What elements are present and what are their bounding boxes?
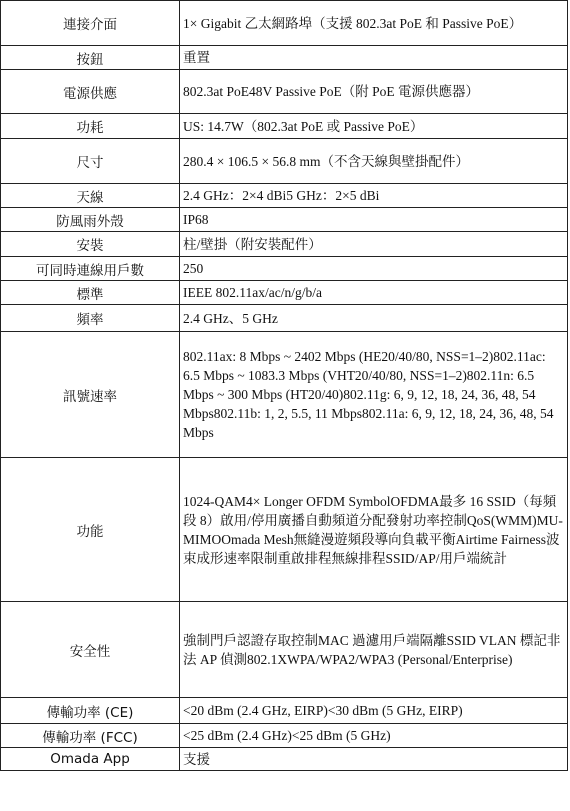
row-value: 柱/壁掛（附安裝配件） bbox=[180, 232, 568, 257]
row-value: 802.3at PoE48V Passive PoE（附 PoE 電源供應器） bbox=[180, 70, 568, 114]
row-label: 按鈕 bbox=[1, 46, 180, 70]
table-row bbox=[1, 602, 568, 698]
row-label: 訊號速率 bbox=[1, 332, 180, 458]
table-row bbox=[1, 698, 568, 724]
row-value: 802.11ax: 8 Mbps ~ 2402 Mbps (HE20/40/80, NSS=1–2)802.11ac: 6.5 Mbps ~ 1083.3 Mbps (VHT20/40/80, NSS=1–2)802.11n: 6.5 Mbps ~ 300 Mbps (HT20/40)802.11g: 6, 9, 12, 18, 24, 36, 48, 54 Mbps802.11b: 1, 2, 5.5, 11 Mbps802.11a: 6, 9, 12, 18, 24, 36, 48, 54 Mbps bbox=[180, 332, 568, 458]
row-value: IP68 bbox=[180, 208, 568, 232]
row-label: 安全性 bbox=[1, 602, 180, 698]
row-label: 傳輸功率 (CE) bbox=[1, 698, 180, 724]
table-row bbox=[1, 257, 568, 281]
table-row bbox=[1, 281, 568, 305]
row-value: 重置 bbox=[180, 46, 568, 70]
table-row bbox=[1, 208, 568, 232]
table-row bbox=[1, 70, 568, 114]
table-row bbox=[1, 46, 568, 70]
row-label: 頻率 bbox=[1, 305, 180, 332]
row-value: 2.4 GHz、5 GHz bbox=[180, 305, 568, 332]
row-label: Omada App bbox=[1, 748, 180, 771]
row-label: 防風雨外殼 bbox=[1, 208, 180, 232]
row-value: US: 14.7W（802.3at PoE 或 Passive PoE） bbox=[180, 114, 568, 139]
row-value: IEEE 802.11ax/ac/n/g/b/a bbox=[180, 281, 568, 305]
row-label: 連接介面 bbox=[1, 1, 180, 46]
row-label: 標準 bbox=[1, 281, 180, 305]
row-label: 功耗 bbox=[1, 114, 180, 139]
table-row bbox=[1, 724, 568, 748]
row-label: 傳輸功率 (FCC) bbox=[1, 724, 180, 748]
row-value: 280.4 × 106.5 × 56.8 mm（不含天線與壁掛配件） bbox=[180, 139, 568, 184]
row-label: 天線 bbox=[1, 184, 180, 208]
table-row bbox=[1, 114, 568, 139]
table-row bbox=[1, 1, 568, 46]
row-value: 250 bbox=[180, 257, 568, 281]
row-label: 可同時連線用戶數 bbox=[1, 257, 180, 281]
table-row bbox=[1, 748, 568, 771]
row-label: 安裝 bbox=[1, 232, 180, 257]
row-value: 支援 bbox=[180, 748, 568, 771]
table-row bbox=[1, 184, 568, 208]
row-label: 尺寸 bbox=[1, 139, 180, 184]
table-row bbox=[1, 332, 568, 458]
row-value: 1024-QAM4× Longer OFDM SymbolOFDMA最多 16 SSID（每頻段 8）啟用/停用廣播自動頻道分配發射功率控制QoS(WMM)MU-MIMOOmada Mesh無縫漫遊頻段導向負載平衡Airtime Fairness波束成形速率限制重啟排程無線排程SSID/AP/用戶端統計 bbox=[180, 458, 568, 602]
table-row bbox=[1, 232, 568, 257]
row-value: 2.4 GHz：2×4 dBi5 GHz：2×5 dBi bbox=[180, 184, 568, 208]
row-label: 電源供應 bbox=[1, 70, 180, 114]
row-value: 強制門戶認證存取控制MAC 過濾用戶端隔離SSID VLAN 標記非法 AP 偵測802.1XWPA/WPA2/WPA3 (Personal/Enterprise) bbox=[180, 602, 568, 698]
table-row bbox=[1, 458, 568, 602]
row-value: 1× Gigabit 乙太網路埠（支援 802.3at PoE 和 Passive PoE） bbox=[180, 1, 568, 46]
row-value: <25 dBm (2.4 GHz)<25 dBm (5 GHz) bbox=[180, 724, 568, 748]
row-value: <20 dBm (2.4 GHz, EIRP)<30 dBm (5 GHz, EIRP) bbox=[180, 698, 568, 724]
table-row bbox=[1, 305, 568, 332]
row-label: 功能 bbox=[1, 458, 180, 602]
table-row bbox=[1, 139, 568, 184]
